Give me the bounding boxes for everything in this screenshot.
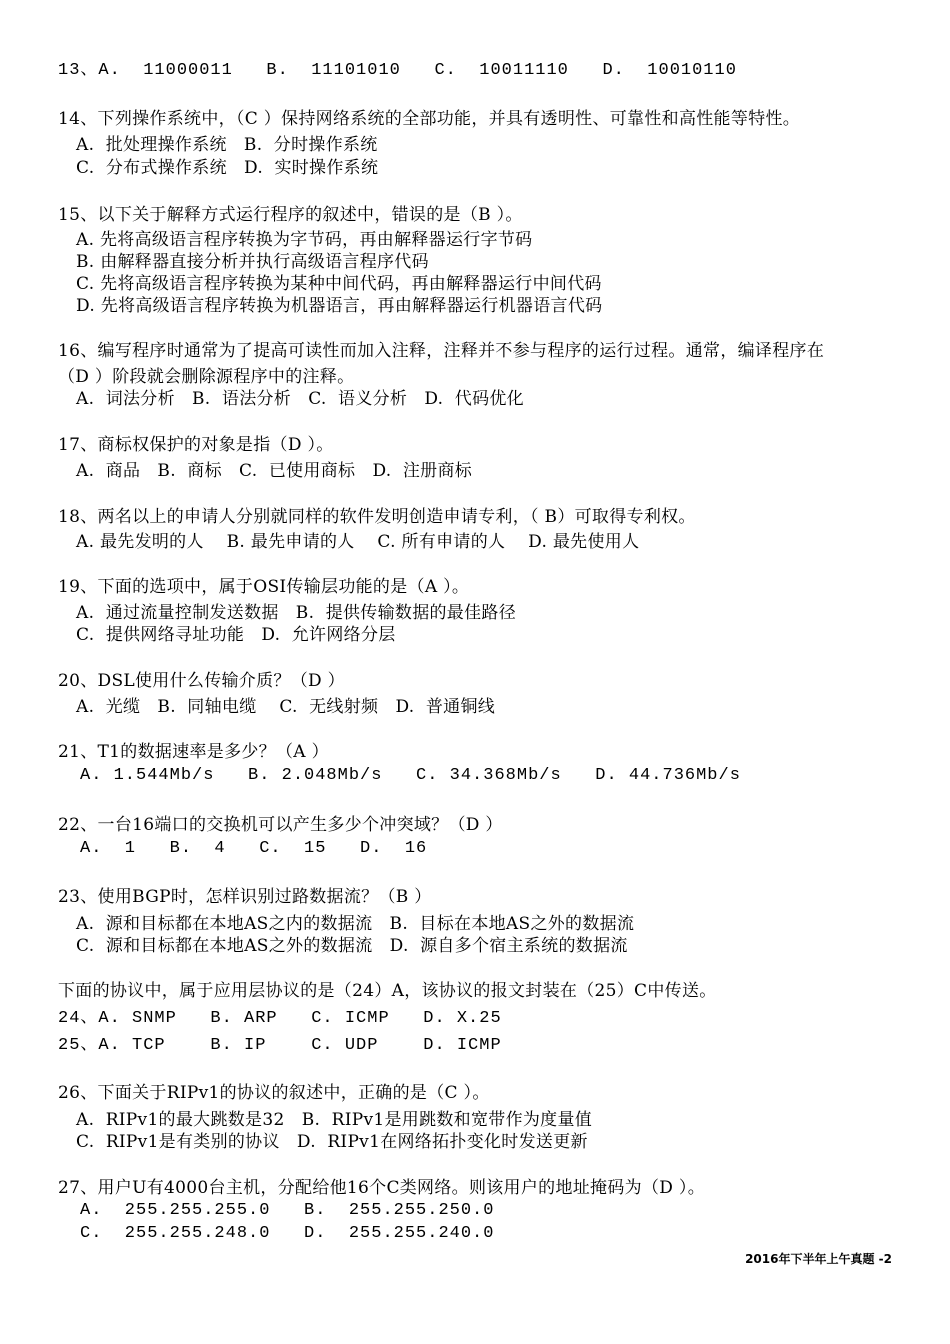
- option-line: A. 1 B. 4 C. 15 D. 16: [80, 839, 428, 858]
- question-22: 22、一台16端口的交换机可以产生多少个冲突域？（D ）: [58, 815, 503, 835]
- option-line: A. 255.255.255.0 B. 255.255.250.0: [80, 1201, 495, 1220]
- option-line: A. 源和目标都在本地AS之内的数据流 B. 目标在本地AS之外的数据流: [76, 914, 635, 934]
- option-line: A. 光缆 B. 同轴电缆 C. 无线射频 D. 普通铜线: [76, 697, 496, 717]
- question-16: 16、编写程序时通常为了提高可读性而加入注释，注释并不参与程序的运行过程。通常，编译程序在: [58, 341, 825, 361]
- option-line-25: 25、A. TCP B. IP C. UDP D. ICMP: [58, 1036, 502, 1055]
- option-line: A. 词法分析 B. 语法分析 C. 语义分析 D. 代码优化: [76, 389, 524, 409]
- question-18: 18、两名以上的申请人分别就同样的软件发明创造申请专利，（ B）可取得专利权。: [58, 507, 696, 527]
- option-line: A. 通过流量控制发送数据 B. 提供传输数据的最佳路径: [76, 603, 517, 623]
- option-line: A. 批处理操作系统 B. 分时操作系统: [76, 135, 378, 155]
- option-line: A. 最先发明的人 B. 最先申请的人 C. 所有申请的人 D. 最先使用人: [76, 532, 640, 552]
- option-line: B. 由解释器直接分析并执行高级语言程序代码: [76, 252, 429, 272]
- question-14: 14、下列操作系统中，（C ）保持网络系统的全部功能，并具有透明性、可靠性和高性能等特性。: [58, 109, 801, 129]
- question-20: 20、DSL使用什么传输介质？（D ）: [58, 671, 345, 691]
- option-line: A. RIPv1的最大跳数是32 B. RIPv1是用跳数和宽带作为度量值: [76, 1110, 593, 1130]
- question-21: 21、T1的数据速率是多少？（A ）: [58, 742, 329, 762]
- answer-line-13: 13、A. 11000011 B. 11101010 C. 10011110 D. 10010110: [58, 61, 737, 80]
- option-line: C. 提供网络寻址功能 D. 允许网络分层: [76, 625, 396, 645]
- question-24-25: 下面的协议中，属于应用层协议的是（24）A，该协议的报文封装在（25）C中传送。: [58, 981, 717, 1001]
- question-26: 26、下面关于RIPv1的协议的叙述中，正确的是（C ）。: [58, 1083, 490, 1103]
- question-15: 15、以下关于解释方式运行程序的叙述中，错误的是（B ）。: [58, 205, 523, 225]
- option-line: D. 先将高级语言程序转换为机器语言，再由解释器运行机器语言代码: [76, 296, 603, 316]
- option-line: C. 源和目标都在本地AS之外的数据流 D. 源自多个宿主系统的数据流: [76, 936, 628, 956]
- page-footer: 2016年下半年上午真题 -2: [745, 1252, 892, 1266]
- option-line: C. 分布式操作系统 D. 实时操作系统: [76, 158, 379, 178]
- question-19: 19、下面的选项中，属于OSI传输层功能的是（A ）。: [58, 577, 470, 597]
- option-line: C. 先将高级语言程序转换为某种中间代码，再由解释器运行中间代码: [76, 274, 602, 294]
- option-line: A. 1.544Mb/s B. 2.048Mb/s C. 34.368Mb/s D. 44.736Mb/s: [80, 766, 741, 785]
- option-line: C. RIPv1是有类别的协议 D. RIPv1在网络拓扑变化时发送更新: [76, 1132, 588, 1152]
- option-line-24: 24、A. SNMP B. ARP C. ICMP D. X.25: [58, 1009, 502, 1028]
- question-17: 17、商标权保护的对象是指（D ）。: [58, 435, 334, 455]
- option-line: A. 商品 B. 商标 C. 已使用商标 D. 注册商标: [76, 461, 473, 481]
- question-23: 23、使用BGP时，怎样识别过路数据流？（B ）: [58, 887, 432, 907]
- option-line: A. 先将高级语言程序转换为字节码，再由解释器运行字节码: [76, 230, 533, 250]
- question-27: 27、用户U有4000台主机，分配给他16个C类网络。则该用户的地址掩码为（D ）。: [58, 1178, 705, 1198]
- question-16-continued: （D ）阶段就会删除源程序中的注释。: [58, 367, 355, 387]
- option-line: C. 255.255.248.0 D. 255.255.240.0: [80, 1224, 495, 1243]
